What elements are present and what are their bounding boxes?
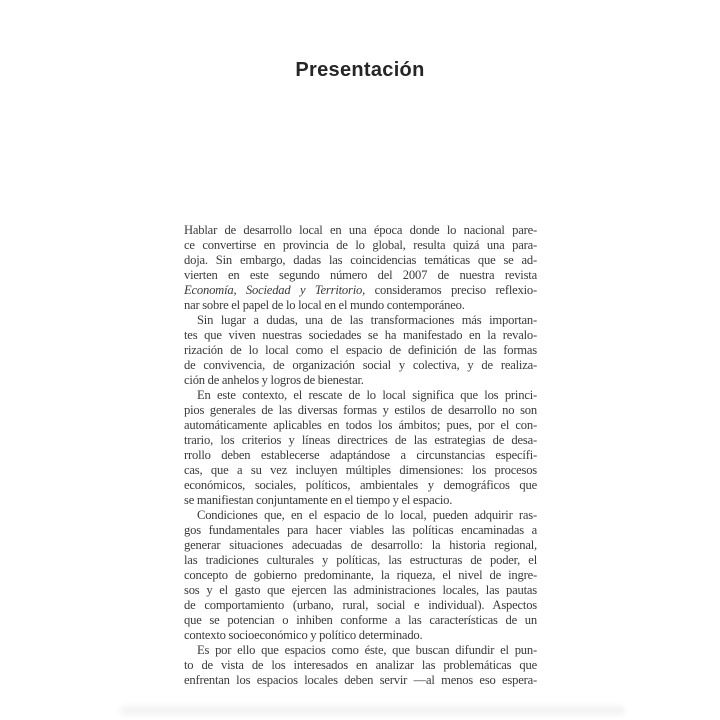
text-run: las tradiciones culturales y políticas, las estructuras de poder, el [184, 553, 537, 567]
text-line [184, 268, 537, 283]
text-run: enfrentan los espacios locales deben servir —al menos eso espera- [184, 673, 537, 687]
text-line [184, 223, 537, 238]
text-run: ción de anhelos y logros de bienestar. [184, 373, 364, 387]
text-line [184, 418, 537, 433]
text-line [184, 568, 537, 583]
text-line [184, 283, 537, 298]
text-line [184, 388, 537, 403]
text-run: En este contexto, el rescate de lo local significa que los princi- [197, 388, 537, 402]
text-run: gos fundamentales para hacer viables las políticas encaminadas a [184, 523, 537, 537]
text-line [184, 493, 537, 508]
text-line [184, 643, 537, 658]
text-line [184, 463, 537, 478]
text-line [184, 478, 537, 493]
text-line [184, 613, 537, 628]
text-line [184, 658, 537, 673]
text-line [184, 508, 537, 523]
text-line [184, 313, 537, 328]
text-run: nar sobre el papel de lo local en el mundo contemporáneo. [184, 298, 465, 312]
text-line [184, 343, 537, 358]
text-run: rización de lo local como el espacio de definición de las formas [184, 343, 537, 357]
text-run: sos y el gasto que ejercen las administraciones locales, las pautas [184, 583, 537, 597]
page-body [184, 223, 537, 688]
text-line [184, 523, 537, 538]
text-run: contexto socioeconómico y político determinado. [184, 628, 423, 642]
journal-name-italic: Economía, Sociedad y Territorio, [184, 283, 366, 297]
text-line [184, 358, 537, 373]
text-line [184, 448, 537, 463]
text-run: de comportamiento (urbano, rural, social e individual). Aspectos [184, 598, 537, 612]
text-run: consideramos preciso reflexio- [365, 283, 537, 297]
text-run: generar situaciones adecuadas de desarrollo: la historia regional, [184, 538, 537, 552]
text-line [184, 253, 537, 268]
text-run: concepto de gobierno predominante, la riqueza, el nivel de ingre- [184, 568, 537, 582]
text-line [184, 328, 537, 343]
text-run: trario, los criterios y líneas directrices de las estrategias de desa- [184, 433, 537, 447]
text-run: automáticamente aplicables en todos los ámbitos; pues, por el con- [184, 418, 537, 432]
text-run: se manifiestan conjuntamente en el tiempo y el espacio. [184, 493, 453, 507]
text-line [184, 238, 537, 253]
page-title: Presentación [295, 59, 425, 81]
text-run: Condiciones que, en el espacio de lo local, pueden adquirir ras- [197, 508, 537, 522]
text-line [184, 538, 537, 553]
text-run: de convivencia, de organización social y colectiva, y de realiza- [184, 358, 537, 372]
text-run: to de vista de los interesados en analizar las problemáticas que [184, 658, 537, 672]
text-run: Hablar de desarrollo local en una época donde lo nacional pare- [184, 223, 537, 237]
text-line [184, 628, 537, 643]
text-run: doja. Sin embargo, dadas las coincidencias temáticas que se ad- [184, 253, 537, 267]
text-run: vierten en este segundo número del 2007 de nuestra revista [184, 268, 537, 282]
text-run: Sin lugar a dudas, una de las transformaciones más importan- [197, 313, 537, 327]
text-run: que se potencian o inhiben conforme a las características de un [184, 613, 537, 627]
text-run: cas, que a su vez incluyen múltiples dimensiones: los procesos [184, 463, 537, 477]
text-line [184, 373, 537, 388]
text-line [184, 673, 537, 688]
text-line [184, 598, 537, 613]
text-line [184, 298, 537, 313]
scan-artifact [120, 706, 625, 715]
text-run: pios generales de las diversas formas y estilos de desarrollo no son [184, 403, 537, 417]
text-line [184, 553, 537, 568]
text-run: económicos, sociales, políticos, ambientales y demográficos que [184, 478, 537, 492]
text-run: Es por ello que espacios como éste, que buscan difundir el pun- [197, 643, 537, 657]
text-line [184, 403, 537, 418]
text-run: ce convertirse en provincia de lo global, resulta quizá una para- [184, 238, 537, 252]
text-run: tes que viven nuestras sociedades se ha manifestado en la revalo- [184, 328, 537, 342]
text-line [184, 583, 537, 598]
text-line [184, 433, 537, 448]
text-run: rrollo deben establecerse adaptándose a circunstancias específi- [184, 448, 537, 462]
